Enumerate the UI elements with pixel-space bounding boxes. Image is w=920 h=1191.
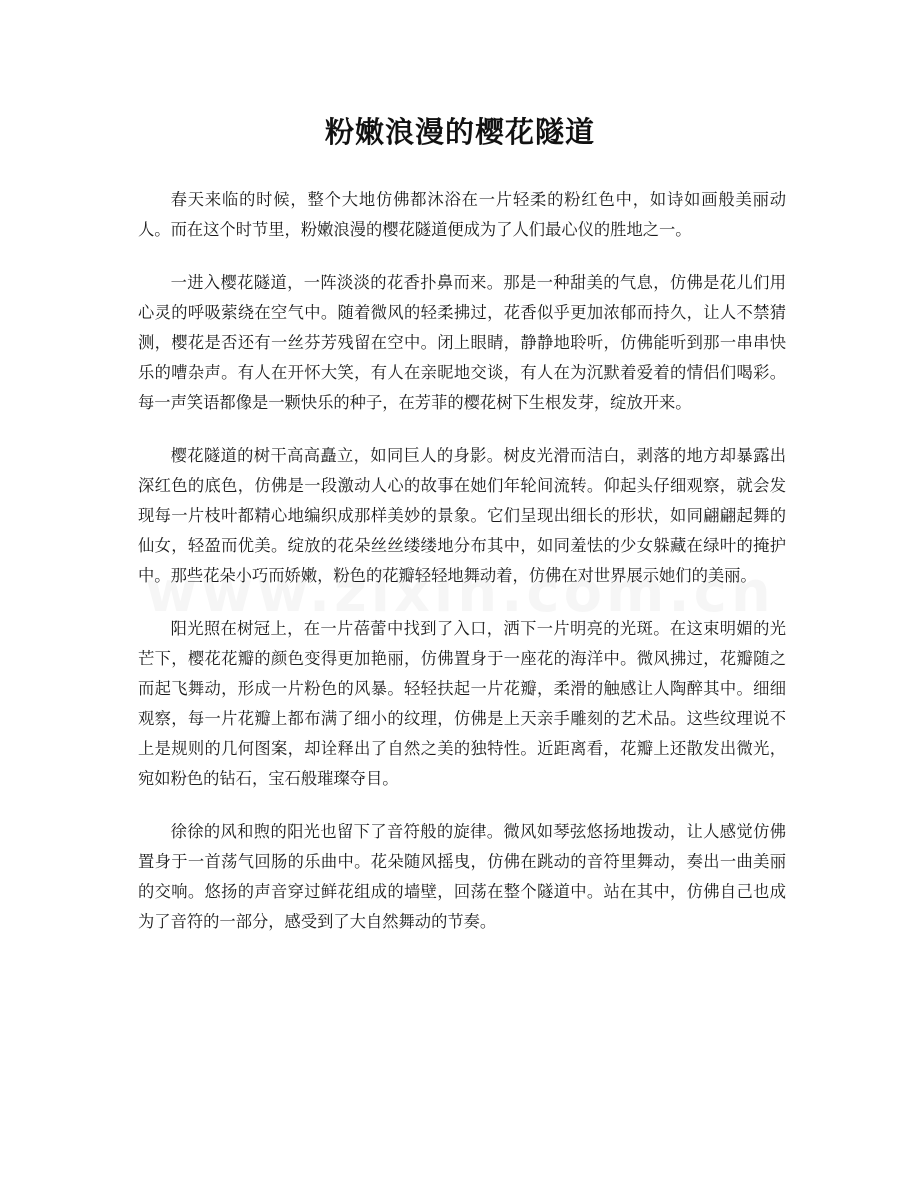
paragraph-5: 徐徐的风和煦的阳光也留下了音符般的旋律。微风如琴弦悠扬地拨动，让人感觉仿佛置身于一首荡气回肠的乐曲中。花朵随风摇曳，仿佛在跳动的音符里舞动，奏出一曲美丽的交响。悠扬的声音穿过鲜花组成的墙壁，回荡在整个隧道中。站在其中，仿佛自己也成为了音符的一部分，感受到了大自然舞动的节奏。 [138, 822, 786, 931]
page-title: 粉嫩浪漫的樱花隧道 [324, 115, 595, 149]
article-body [138, 185, 786, 960]
paragraph-1: 春天来临的时候，整个大地仿佛都沐浴在一片轻柔的粉红色中，如诗如画般美丽动人。而在这个时节里，粉嫩浪漫的樱花隧道便成为了人们最心仪的胜地之一。 [138, 190, 786, 239]
paragraph-2: 一进入樱花隧道，一阵淡淡的花香扑鼻而来。那是一种甜美的气息，仿佛是花儿们用心灵的呼吸萦绕在空气中。随着微风的轻柔拂过，花香似乎更加浓郁而持久，让人不禁猜测，樱花是否还有一丝芬芳残留在空中。闭上眼睛，静静地聆听，仿佛能听到那一串串快乐的嘈杂声。有人在开怀大笑，有人在亲昵地交谈，有人在为沉默着爱着的情侣们喝彩。每一声笑语都像是一颗快乐的种子，在芳菲的樱花树下生根发芽，绽放开来。 [138, 273, 786, 412]
paragraph-4: 阳光照在树冠上，在一片蓓蕾中找到了入口，洒下一片明亮的光斑。在这束明媚的光芒下，樱花花瓣的颜色变得更加艳丽，仿佛置身于一座花的海洋中。微风拂过，花瓣随之而起飞舞动，形成一片粉色的风暴。轻轻扶起一片花瓣，柔滑的触感让人陶醉其中。细细观察，每一片花瓣上都布满了细小的纹理，仿佛是上天亲手雕刻的艺术品。这些纹理说不上是规则的几何图案，却诠释出了自然之美的独特性。近距离看，花瓣上还散发出微光，宛如粉色的钻石，宝石般璀璨夺目。 [138, 619, 786, 788]
paragraph-3: 樱花隧道的树干高高矗立，如同巨人的身影。树皮光滑而洁白，剥落的地方却暴露出深红色的底色，仿佛是一段激动人心的故事在她们年轮间流转。仰起头仔细观察，就会发现每一片枝叶都精心地编织成那样美妙的景象。它们呈现出细长的形状，如同翩翩起舞的仙女，轻盈而优美。绽放的花朵丝丝缕缕地分布其中，如同羞怯的少女躲藏在绿叶的掩护中。那些花朵小巧而娇嫩，粉色的花瓣轻轻地舞动着，仿佛在对世界展示她们的美丽。 [138, 446, 786, 585]
